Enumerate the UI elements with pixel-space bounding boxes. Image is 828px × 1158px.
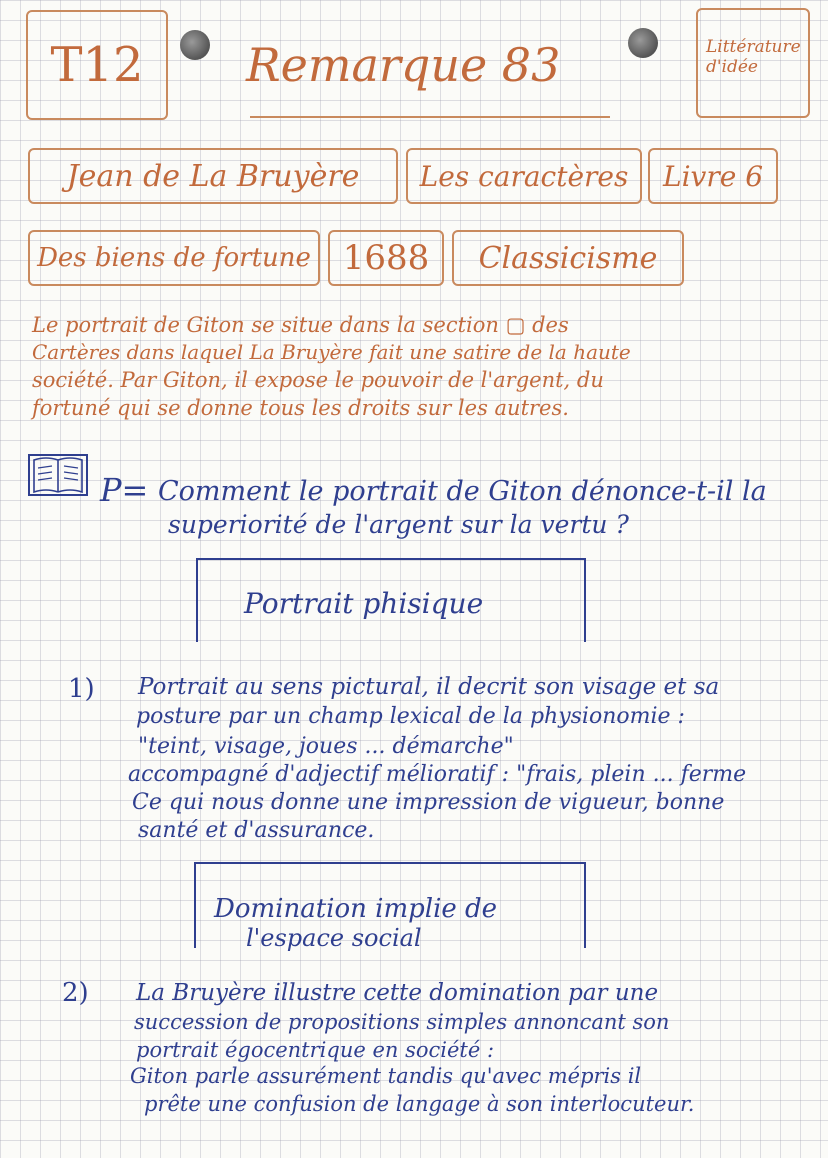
intro-line: société. Par Giton, il expose le pouvoir de l'argent, du xyxy=(32,368,604,392)
intro-line: Cartères dans laquel La Bruyère fait une satire de la haute xyxy=(32,340,631,364)
tag-section xyxy=(28,230,320,286)
section-2-line: prête une confusion de langage à son interlocuteur. xyxy=(144,1092,695,1116)
punch-hole-right xyxy=(628,28,658,58)
section-2-heading-line: Domination implie de xyxy=(214,894,498,924)
tag-work xyxy=(406,148,642,204)
section-2-line: Giton parle assurément tandis qu'avec mépris il xyxy=(130,1064,642,1088)
tag-section-text: Des biens de fortune xyxy=(37,243,311,273)
tag-movement xyxy=(452,230,684,286)
section-1-number: 1) xyxy=(68,674,95,704)
tag-movement-text: Classicisme xyxy=(478,240,658,276)
page-title: Remarque 83 xyxy=(246,38,561,92)
section-2-line: succession de propositions simples annoncant son xyxy=(134,1010,670,1034)
problem-label: P= xyxy=(100,471,149,509)
section-1-line: accompagné d'adjectif mélioratif : "frais, plein ... ferme xyxy=(128,762,747,787)
problem-line: Comment le portrait de Giton dénonce-t-il la xyxy=(158,476,767,507)
intro-line: fortuné qui se donne tous les droits sur les autres. xyxy=(32,396,569,420)
section-2-heading-line: l'espace social xyxy=(246,924,422,952)
section-2-line: portrait égocentrique en société : xyxy=(136,1038,495,1062)
code-box xyxy=(26,10,168,120)
category-line-1: Littérature xyxy=(706,37,801,57)
section-1-heading: Portrait phisique xyxy=(244,587,484,620)
punch-hole-left xyxy=(180,30,210,60)
section-1-line: "teint, visage, joues ... démarche" xyxy=(138,734,514,759)
book-icon xyxy=(28,454,88,496)
tag-year-text: 1688 xyxy=(342,238,430,278)
tag-book xyxy=(648,148,778,204)
title-underline xyxy=(250,116,610,118)
section-1-line: santé et d'assurance. xyxy=(138,818,375,843)
section-2-number: 2) xyxy=(62,978,89,1008)
tag-work-text: Les caractères xyxy=(419,159,629,193)
tag-author xyxy=(28,148,398,204)
tag-book-text: Livre 6 xyxy=(662,159,764,193)
category-line-2: d'idée xyxy=(706,56,758,77)
section-1-line: posture par un champ lexical de la physionomie : xyxy=(136,704,685,729)
tag-year xyxy=(328,230,444,286)
tag-author-text: Jean de La Bruyère xyxy=(66,158,360,194)
intro-line: Le portrait de Giton se situe dans la section ▢ des xyxy=(32,313,569,337)
section-1-line: Ce qui nous donne une impression de vigueur, bonne xyxy=(132,790,725,815)
section-2-line: La Bruyère illustre cette domination par une xyxy=(136,980,659,1006)
category-box xyxy=(696,8,810,118)
code-text: T12 xyxy=(50,37,144,93)
section-1-line: Portrait au sens pictural, il decrit son visage et sa xyxy=(138,674,720,700)
problem-line: superiorité de l'argent sur la vertu ? xyxy=(168,510,629,539)
